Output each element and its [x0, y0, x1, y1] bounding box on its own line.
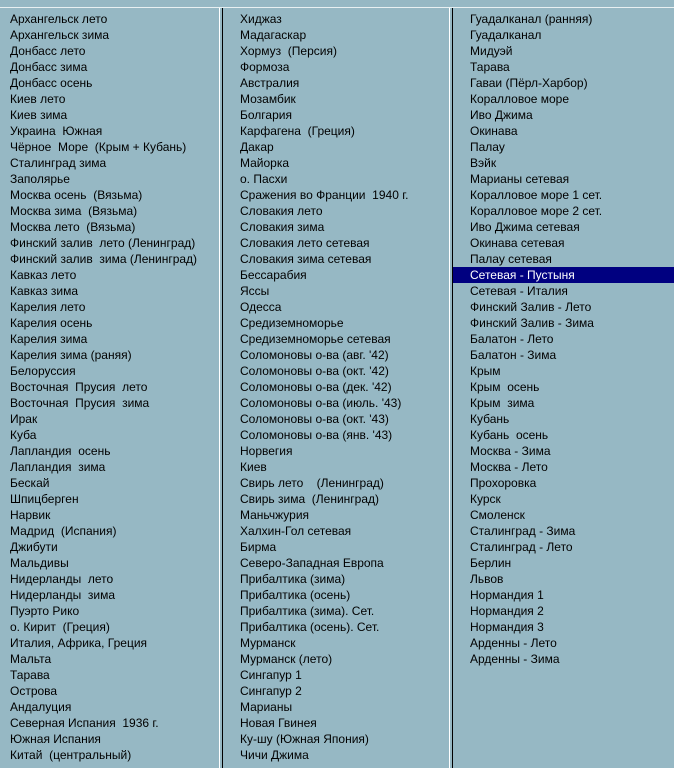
map-list-item[interactable]: Мурманск: [240, 636, 296, 650]
map-list-item[interactable]: Гаваи (Пёрл-Харбор): [470, 76, 588, 90]
map-list-item[interactable]: Нидерланды лето: [10, 572, 114, 586]
map-list-item[interactable]: Дакар: [240, 140, 274, 154]
map-list-item[interactable]: Палау: [470, 140, 505, 154]
map-list-item[interactable]: Москва осень (Вязьма): [10, 188, 143, 202]
map-list-item[interactable]: Балатон - Лето: [470, 332, 554, 346]
map-list-item[interactable]: Одесса: [240, 300, 282, 314]
map-list-item[interactable]: Палау сетевая: [470, 252, 552, 266]
map-list-item[interactable]: Халхин-Гол сетевая: [240, 524, 352, 538]
map-list-item[interactable]: Арденны - Зима: [470, 652, 560, 666]
map-list-item[interactable]: Италия, Африка, Греция: [10, 636, 148, 650]
map-list-item[interactable]: Бессарабия: [240, 268, 307, 282]
map-list-item[interactable]: Арденны - Лето: [470, 636, 557, 650]
map-list-item[interactable]: Маньчжурия: [240, 508, 310, 522]
map-list-item[interactable]: Болгария: [240, 108, 292, 122]
map-list-item[interactable]: Соломоновы о-ва (авг. '42): [240, 348, 389, 362]
map-list-item[interactable]: Донбасс осень: [10, 76, 93, 90]
map-list-item[interactable]: Острова: [10, 684, 58, 698]
map-list-item[interactable]: Коралловое море 1 сет.: [470, 188, 603, 202]
map-list-item[interactable]: Сингапур 2: [240, 684, 302, 698]
map-list-3: [453, 11, 674, 667]
map-list-item[interactable]: Формоза: [240, 60, 290, 74]
map-list-item[interactable]: Кавказ лето: [10, 268, 77, 282]
map-list-item[interactable]: Яссы: [240, 284, 270, 298]
map-list-item[interactable]: Кавказ зима: [10, 284, 79, 298]
map-list-item[interactable]: Свирь лето (Ленинград): [240, 476, 384, 490]
map-list-item[interactable]: Донбасс зима: [10, 60, 88, 74]
map-list-item[interactable]: Соломоновы о-ва (янв. '43): [240, 428, 393, 442]
map-list-item[interactable]: Иво Джима сетевая: [470, 220, 580, 234]
map-list-item[interactable]: Крым осень: [470, 380, 540, 394]
map-list-item[interactable]: Соломоновы о-ва (окт. '42): [240, 364, 389, 378]
map-list-item[interactable]: Северо-Западная Европа: [240, 556, 384, 570]
map-list-item[interactable]: Карелия зима (раняя): [10, 348, 132, 362]
map-list-item[interactable]: Словакия лето сетевая: [240, 236, 370, 250]
map-list-item[interactable]: Мальдивы: [10, 556, 69, 570]
map-list-item[interactable]: Прохоровка: [470, 476, 537, 490]
map-list-item[interactable]: Архангельск зима: [10, 28, 110, 42]
map-list-item[interactable]: Вэйк: [470, 156, 497, 170]
map-list-item[interactable]: Андалуция: [10, 700, 72, 714]
map-list-item[interactable]: Марианы: [240, 700, 293, 714]
map-list-item[interactable]: Нормандия 3: [470, 620, 544, 634]
map-list-item[interactable]: Бескай: [10, 476, 50, 490]
map-list-item[interactable]: Заполярье: [10, 172, 70, 186]
map-list-item[interactable]: Курск: [470, 492, 501, 506]
map-list-item[interactable]: Балатон - Зима: [470, 348, 557, 362]
map-list-item[interactable]: Соломоновы о-ва (июль. '43): [240, 396, 402, 410]
map-list-item[interactable]: Норвегия: [240, 444, 293, 458]
map-list-item[interactable]: Ирак: [10, 412, 38, 426]
map-list-item[interactable]: Смоленск: [470, 508, 525, 522]
map-list-item[interactable]: Сетевая - Италия: [470, 284, 568, 298]
map-list-item[interactable]: Чичи Джима: [240, 748, 309, 762]
map-list-item[interactable]: Прибалтика (осень): [240, 588, 351, 602]
map-list-item[interactable]: Москва - Зима: [470, 444, 551, 458]
map-list-item[interactable]: Шпицберген: [10, 492, 79, 506]
map-list-item[interactable]: Львов: [470, 572, 504, 586]
map-list-item[interactable]: Киев лето: [10, 92, 66, 106]
map-list-item[interactable]: Лапландия зима: [10, 460, 106, 474]
map-list-item[interactable]: Мадагаскар: [240, 28, 307, 42]
map-list-item[interactable]: Словакия зима: [240, 220, 325, 234]
map-list-item[interactable]: Москва зима (Вязьма): [10, 204, 138, 218]
map-list-item[interactable]: Гуадалканал: [470, 28, 542, 42]
map-list-item[interactable]: Лапландия осень: [10, 444, 111, 458]
map-list-item[interactable]: Майорка: [240, 156, 290, 170]
map-list-item[interactable]: Крым: [470, 364, 501, 378]
map-list-item[interactable]: Мурманск (лето): [240, 652, 333, 666]
map-list-item[interactable]: Карелия осень: [10, 316, 93, 330]
map-list-item[interactable]: Хормуз (Персия): [240, 44, 337, 58]
map-list-item[interactable]: Нидерланды зима: [10, 588, 116, 602]
map-list-item[interactable]: Берлин: [470, 556, 512, 570]
map-list-item[interactable]: о. Пасхи: [240, 172, 288, 186]
map-list-item[interactable]: Новая Гвинея: [240, 716, 317, 730]
map-list-item[interactable]: Свирь зима (Ленинград): [240, 492, 380, 506]
map-list-item[interactable]: Мадрид (Испания): [10, 524, 117, 538]
map-list-item[interactable]: Карелия лето: [10, 300, 86, 314]
map-list-item[interactable]: Бирма: [240, 540, 277, 554]
map-list-item[interactable]: Сражения во Франции 1940 г.: [240, 188, 409, 202]
map-list-item[interactable]: Сетевая - Пустыня: [453, 267, 674, 283]
map-list-item[interactable]: Пуэрто Рико: [10, 604, 80, 618]
map-list-item[interactable]: Сталинград - Лето: [470, 540, 573, 554]
map-list-item[interactable]: Тарава: [10, 668, 50, 682]
map-list-item[interactable]: Ку-шу (Южная Япония): [240, 732, 369, 746]
map-list-item[interactable]: Сталинград - Зима: [470, 524, 576, 538]
map-list-item[interactable]: Финский залив зима (Ленинград): [10, 252, 198, 266]
map-list-item[interactable]: Москва - Лето: [470, 460, 548, 474]
map-list-item[interactable]: Прибалтика (зима): [240, 572, 346, 586]
map-list-column-3[interactable]: [453, 8, 674, 768]
map-list-item[interactable]: Тарава: [470, 60, 510, 74]
map-list-item[interactable]: Куба: [10, 428, 37, 442]
map-list-item[interactable]: Украина Южная: [10, 124, 103, 138]
map-list-item[interactable]: Киев: [240, 460, 267, 474]
map-list-item[interactable]: о. Кирит (Греция): [10, 620, 110, 634]
map-list-item[interactable]: Нарвик: [10, 508, 51, 522]
map-list-item[interactable]: Южная Испания: [10, 732, 101, 746]
map-list-item[interactable]: Белоруссия: [10, 364, 76, 378]
map-list-item[interactable]: Прибалтика (осень). Сет.: [240, 620, 380, 634]
map-list-item[interactable]: Мозамбик: [240, 92, 296, 106]
map-list-item[interactable]: Восточная Прусия лето: [10, 380, 148, 394]
map-list-item[interactable]: Донбасс лето: [10, 44, 86, 58]
map-list-item[interactable]: Карфагена (Греция): [240, 124, 355, 138]
map-list-item[interactable]: Нормандия 1: [470, 588, 544, 602]
map-list-item[interactable]: Словакия зима сетевая: [240, 252, 372, 266]
map-list-item[interactable]: Мальта: [10, 652, 52, 666]
map-list-item[interactable]: Кубань осень: [470, 428, 549, 442]
map-list-item[interactable]: Восточная Прусия зима: [10, 396, 150, 410]
map-list-1: [0, 11, 219, 763]
map-list-item[interactable]: Джибути: [10, 540, 58, 554]
map-list-item[interactable]: Чёрное Море (Крым + Кубань): [10, 140, 187, 154]
map-list-item[interactable]: Гуадалканал (ранняя): [470, 12, 593, 26]
map-list-item[interactable]: Мидуэй: [470, 44, 513, 58]
map-list-item[interactable]: Москва лето (Вязьма): [10, 220, 136, 234]
map-list-item[interactable]: Австралия: [240, 76, 300, 90]
map-list-column-1[interactable]: [0, 8, 219, 768]
map-list-item[interactable]: Окинава: [470, 124, 518, 138]
map-list-item[interactable]: Хиджаз: [240, 12, 282, 26]
map-list-item[interactable]: Крым зима: [470, 396, 535, 410]
map-list-item[interactable]: Сталинград зима: [10, 156, 107, 170]
map-list-column-2[interactable]: [223, 8, 449, 768]
map-list-item[interactable]: Финский залив лето (Ленинград): [10, 236, 196, 250]
map-list-item[interactable]: Соломоновы о-ва (дек. '42): [240, 380, 392, 394]
map-list-item[interactable]: Сингапур 1: [240, 668, 302, 682]
map-list-item[interactable]: Марианы сетевая: [470, 172, 570, 186]
map-list-item[interactable]: Словакия лето: [240, 204, 323, 218]
map-list-item[interactable]: Северная Испания 1936 г.: [10, 716, 159, 730]
map-list-item[interactable]: Финский Залив - Зима: [470, 316, 594, 330]
map-list-item[interactable]: Киев зима: [10, 108, 68, 122]
map-list-item[interactable]: Архангельск лето: [10, 12, 108, 26]
map-list-item[interactable]: Средиземноморье сетевая: [240, 332, 391, 346]
map-list-item[interactable]: Карелия зима: [10, 332, 88, 346]
map-list-item[interactable]: Коралловое море: [470, 92, 570, 106]
map-list-item[interactable]: Кубань: [470, 412, 510, 426]
map-list-item[interactable]: Коралловое море 2 сет.: [470, 204, 603, 218]
map-list-item[interactable]: Китай (центральный): [10, 748, 132, 762]
map-list-item[interactable]: Финский Залив - Лето: [470, 300, 592, 314]
map-list-item[interactable]: Иво Джима: [470, 108, 533, 122]
map-list-2: [223, 11, 449, 763]
map-list-item[interactable]: Окинава сетевая: [470, 236, 565, 250]
top-border: [0, 0, 674, 8]
map-list-item[interactable]: Нормандия 2: [470, 604, 544, 618]
map-list-item[interactable]: Средиземноморье: [240, 316, 344, 330]
map-list-item[interactable]: Соломоновы о-ва (окт. '43): [240, 412, 389, 426]
map-list-item[interactable]: Прибалтика (зима). Сет.: [240, 604, 375, 618]
